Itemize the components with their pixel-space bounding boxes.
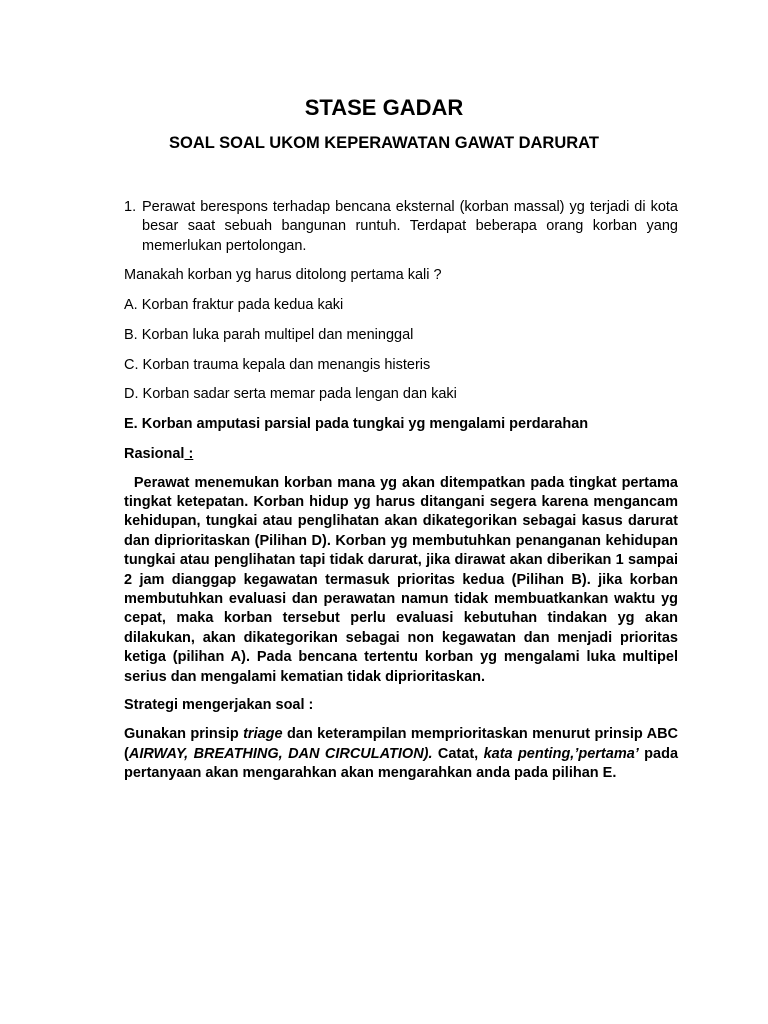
rasional-label: Rasional: [124, 446, 185, 463]
strategi-part-5: Catat,: [432, 745, 484, 762]
option-d: D. Korban sadar serta memar pada lengan dan kaki: [124, 386, 457, 403]
question-prompt: Manakah korban yg harus ditolong pertama kali ?: [124, 267, 442, 284]
option-a: A. Korban fraktur pada kedua kaki: [124, 297, 344, 314]
strategi-kata-penting: kata penting,’pertama’: [483, 745, 639, 762]
rasional-label-suffix: :: [184, 446, 194, 463]
option-b: B. Korban luka parah multipel dan meninggal: [124, 326, 414, 343]
strategi-heading: Strategi mengerjakan soal :: [124, 697, 314, 714]
strategi-text: [124, 725, 678, 783]
strategi-part-7: pada pertanyaan akan mengarahkan akan mengarahkan anda pada pilihan E.: [124, 745, 679, 782]
question-number: 1.: [124, 199, 137, 215]
option-c: C. Korban trauma kepala dan menangis histeris: [124, 356, 431, 373]
strategi-part-3: dan keterampilan memprioritaskan menurut prinsip ABC (: [124, 726, 679, 762]
option-e-answer: E. Korban amputasi parsial pada tungkai yg mengalami perdarahan: [124, 416, 589, 433]
strategi-triage: triage: [243, 726, 283, 743]
document-content: [124, 198, 678, 784]
question-stem: [124, 198, 678, 256]
rasional-text: [124, 474, 678, 687]
strategi-part-1: Gunakan prinsip: [124, 726, 244, 743]
rasional-heading: [124, 445, 678, 464]
question-text: Perawat berespons terhadap bencana eksternal (korban massal) yg terjadi di kota besar saat sebuah bangunan runtuh. Terdapat beberapa orang korban yang memerlukan pertolongan.: [142, 199, 678, 254]
rasional-body: Perawat menemukan korban mana yg akan ditempatkan pada tingkat pertama tingkat ketepatan. Korban hidup yg harus ditangani segera karena mengancam kehidupan, tungkai atau penglihatan akan dikategorikan sebagai kasus darurat dan diprioritaskan (Pilihan D). Korban yg membutuhkan penanganan kehidupan tungkai atau penglihatan tapi tidak darurat, jika dirawat akan diberikan 1 sampai 2 jam dianggap kegawatan termasuk prioritas kedua (Pilihan B). jika korban membutuhkan evaluasi dan perawatan namun tidak membuatkankan waktu yg cepat, maka korban tersebut perlu evaluasi kebutuhan tindakan yg akan dilakukan, akan dikategorikan sebagai non kegawatan dan menjadi prioritas ketiga (pilihan A). Pada bencana tertentu korban yg mengalami luka multipel serius dan mengalami kematian tidak diprioritaskan.: [124, 474, 678, 685]
strategi-abc: AIRWAY, BREATHING, DAN CIRCULATION).: [128, 745, 433, 762]
page-subtitle: SOAL SOAL UKOM KEPERAWATAN GAWAT DARURAT: [169, 134, 599, 152]
page-title: STASE GADAR: [304, 95, 464, 120]
